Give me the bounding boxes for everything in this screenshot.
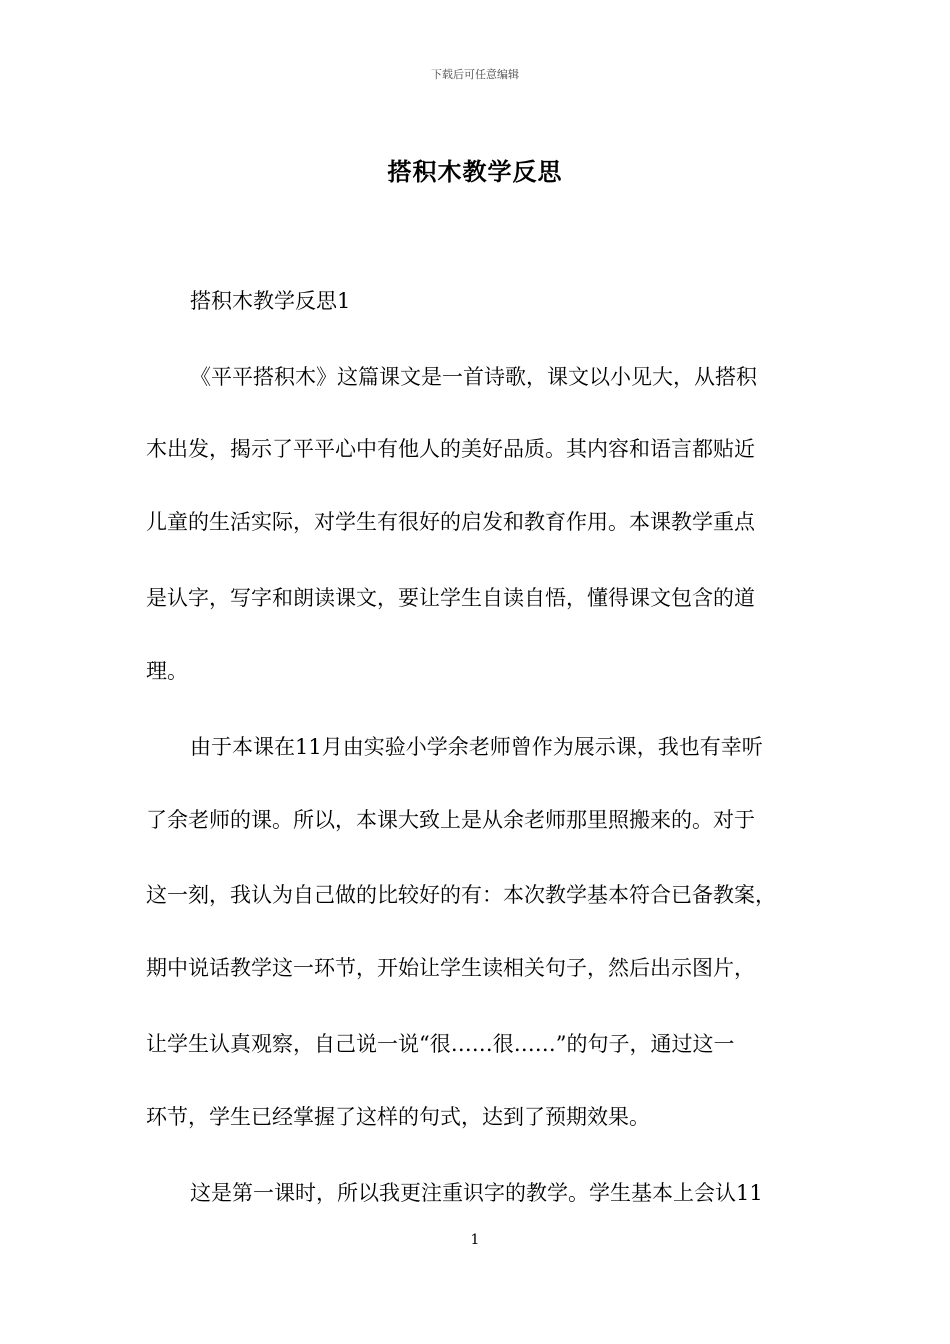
paragraph-line: 期中说话教学这一环节，开始让学生读相关句子，然后出示图片， bbox=[146, 956, 755, 980]
paragraph-line: 儿童的生活实际，对学生有很好的启发和教育作用。本课教学重点 bbox=[146, 510, 755, 534]
section-heading: 搭积木教学反思1 bbox=[190, 289, 351, 313]
paragraph-line: 环节，学生已经掌握了这样的句式，达到了预期效果。 bbox=[146, 1105, 650, 1129]
paragraph-line: 这是第一课时，所以我更注重识字的教学。学生基本上会认11 bbox=[190, 1181, 763, 1205]
paragraph-line: 了余老师的课。所以，本课大致上是从余老师那里照搬来的。对于 bbox=[146, 808, 755, 832]
header-note: 下载后可任意编辑 bbox=[431, 68, 519, 81]
paragraph-line: 木出发，揭示了平平心中有他人的美好品质。其内容和语言都贴近 bbox=[146, 437, 755, 461]
document-title: 搭积木教学反思 bbox=[387, 157, 563, 186]
paragraph-line: 由于本课在11月由实验小学余老师曾作为展示课，我也有幸听 bbox=[190, 735, 763, 759]
paragraph-line: 《平平搭积木》这篇课文是一首诗歌，课文以小见大，从搭积 bbox=[190, 365, 757, 389]
paragraph-line: 这一刻，我认为自己做的比较好的有：本次教学基本符合已备教案， bbox=[146, 883, 776, 907]
page-number: 1 bbox=[470, 1232, 480, 1248]
paragraph-line: 是认字，写字和朗读课文，要让学生自读自悟，懂得课文包含的道 bbox=[146, 586, 755, 610]
paragraph-line: 理。 bbox=[146, 659, 188, 683]
paragraph-line: 让学生认真观察，自己说一说“很……很……”的句子，通过这一 bbox=[146, 1032, 735, 1056]
